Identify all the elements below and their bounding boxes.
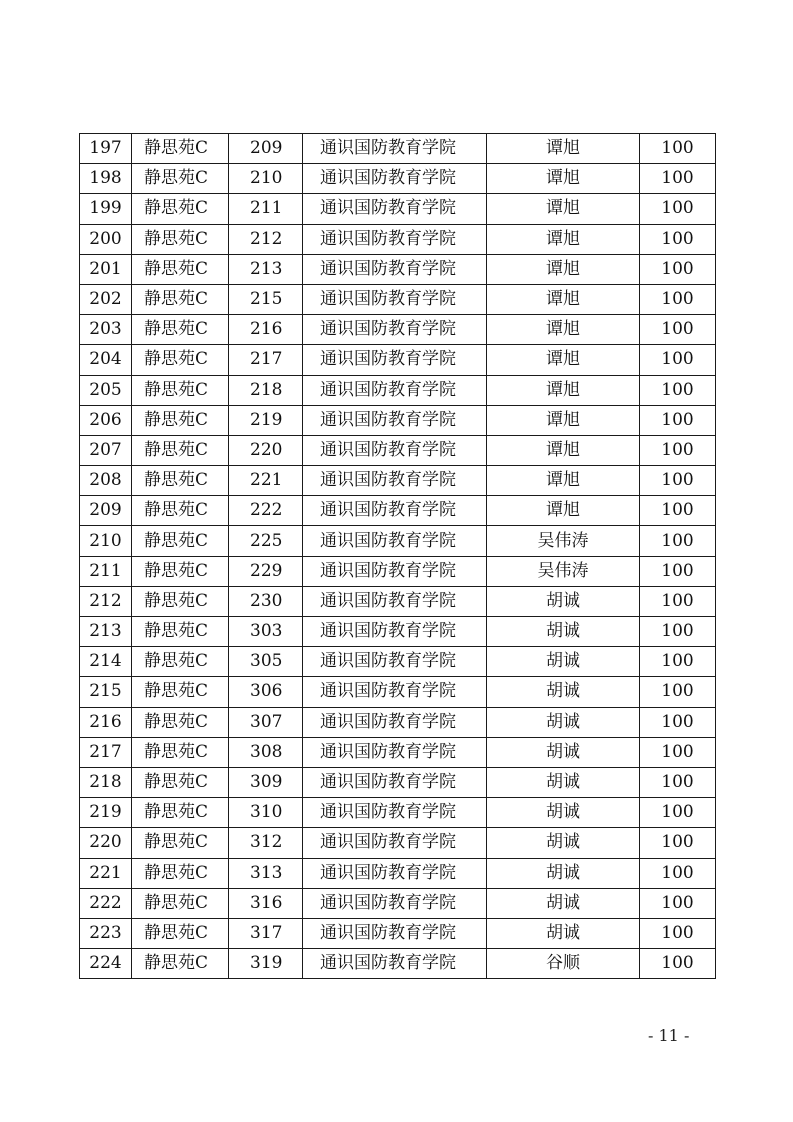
cell-counselor: 胡诚: [487, 798, 640, 828]
cell-building: 静思苑C: [132, 918, 229, 948]
cell-building: 静思苑C: [132, 224, 229, 254]
cell-room-number: 312: [229, 828, 303, 858]
cell-building: 静思苑C: [132, 164, 229, 194]
cell-row-index: 200: [80, 224, 132, 254]
cell-college: 通识国防教育学院: [303, 466, 487, 496]
cell-building: 静思苑C: [132, 647, 229, 677]
cell-room-number: 316: [229, 888, 303, 918]
cell-row-index: 214: [80, 647, 132, 677]
cell-score: 100: [640, 405, 716, 435]
cell-room-number: 212: [229, 224, 303, 254]
table-row: [80, 737, 716, 767]
cell-row-index: 215: [80, 677, 132, 707]
cell-row-index: 210: [80, 526, 132, 556]
cell-counselor: 谭旭: [487, 405, 640, 435]
cell-college: 通识国防教育学院: [303, 707, 487, 737]
cell-row-index: 209: [80, 496, 132, 526]
cell-college: 通识国防教育学院: [303, 828, 487, 858]
cell-row-index: 208: [80, 466, 132, 496]
cell-college: 通识国防教育学院: [303, 647, 487, 677]
cell-college: 通识国防教育学院: [303, 375, 487, 405]
cell-college: 通识国防教育学院: [303, 767, 487, 797]
cell-college: 通识国防教育学院: [303, 224, 487, 254]
cell-row-index: 197: [80, 134, 132, 164]
cell-building: 静思苑C: [132, 949, 229, 979]
cell-college: 通识国防教育学院: [303, 737, 487, 767]
cell-counselor: 胡诚: [487, 918, 640, 948]
cell-college: 通识国防教育学院: [303, 194, 487, 224]
table-row: [80, 164, 716, 194]
cell-college: 通识国防教育学院: [303, 164, 487, 194]
cell-score: 100: [640, 737, 716, 767]
cell-score: 100: [640, 435, 716, 465]
cell-room-number: 218: [229, 375, 303, 405]
cell-college: 通识国防教育学院: [303, 918, 487, 948]
cell-counselor: 谭旭: [487, 496, 640, 526]
cell-score: 100: [640, 647, 716, 677]
cell-counselor: 吴伟涛: [487, 526, 640, 556]
cell-building: 静思苑C: [132, 375, 229, 405]
cell-college: 通识国防教育学院: [303, 405, 487, 435]
cell-row-index: 222: [80, 888, 132, 918]
cell-score: 100: [640, 315, 716, 345]
cell-college: 通识国防教育学院: [303, 677, 487, 707]
cell-row-index: 224: [80, 949, 132, 979]
table-row: [80, 435, 716, 465]
cell-building: 静思苑C: [132, 526, 229, 556]
cell-building: 静思苑C: [132, 194, 229, 224]
cell-college: 通识国防教育学院: [303, 134, 487, 164]
cell-room-number: 313: [229, 858, 303, 888]
cell-counselor: 胡诚: [487, 677, 640, 707]
table-row: [80, 194, 716, 224]
page-number: - 11 -: [648, 1026, 690, 1045]
cell-college: 通识国防教育学院: [303, 586, 487, 616]
cell-score: 100: [640, 918, 716, 948]
cell-counselor: 谭旭: [487, 345, 640, 375]
cell-row-index: 216: [80, 707, 132, 737]
cell-college: 通识国防教育学院: [303, 617, 487, 647]
table-row: [80, 284, 716, 314]
cell-score: 100: [640, 828, 716, 858]
cell-row-index: 213: [80, 617, 132, 647]
cell-room-number: 211: [229, 194, 303, 224]
cell-room-number: 230: [229, 586, 303, 616]
cell-row-index: 206: [80, 405, 132, 435]
cell-score: 100: [640, 254, 716, 284]
cell-row-index: 211: [80, 556, 132, 586]
cell-row-index: 220: [80, 828, 132, 858]
cell-counselor: 胡诚: [487, 828, 640, 858]
cell-row-index: 207: [80, 435, 132, 465]
cell-score: 100: [640, 586, 716, 616]
table-body: [80, 134, 716, 979]
cell-score: 100: [640, 949, 716, 979]
cell-score: 100: [640, 617, 716, 647]
cell-row-index: 223: [80, 918, 132, 948]
table-row: [80, 798, 716, 828]
cell-building: 静思苑C: [132, 134, 229, 164]
cell-building: 静思苑C: [132, 828, 229, 858]
cell-row-index: 219: [80, 798, 132, 828]
cell-college: 通识国防教育学院: [303, 496, 487, 526]
cell-room-number: 219: [229, 405, 303, 435]
cell-score: 100: [640, 767, 716, 797]
table-row: [80, 375, 716, 405]
cell-room-number: 308: [229, 737, 303, 767]
table-row: [80, 526, 716, 556]
cell-room-number: 307: [229, 707, 303, 737]
table-row: [80, 405, 716, 435]
table-row: [80, 315, 716, 345]
cell-room-number: 222: [229, 496, 303, 526]
cell-room-number: 306: [229, 677, 303, 707]
cell-room-number: 210: [229, 164, 303, 194]
cell-building: 静思苑C: [132, 466, 229, 496]
cell-room-number: 213: [229, 254, 303, 284]
table-row: [80, 254, 716, 284]
cell-counselor: 谷顺: [487, 949, 640, 979]
cell-college: 通识国防教育学院: [303, 254, 487, 284]
cell-score: 100: [640, 526, 716, 556]
cell-room-number: 319: [229, 949, 303, 979]
cell-score: 100: [640, 164, 716, 194]
cell-college: 通识国防教育学院: [303, 556, 487, 586]
table-row: [80, 496, 716, 526]
cell-score: 100: [640, 556, 716, 586]
cell-counselor: 胡诚: [487, 767, 640, 797]
cell-score: 100: [640, 284, 716, 314]
cell-room-number: 317: [229, 918, 303, 948]
cell-building: 静思苑C: [132, 496, 229, 526]
cell-counselor: 胡诚: [487, 647, 640, 677]
cell-score: 100: [640, 194, 716, 224]
cell-counselor: 胡诚: [487, 617, 640, 647]
cell-college: 通识国防教育学院: [303, 949, 487, 979]
cell-college: 通识国防教育学院: [303, 798, 487, 828]
cell-counselor: 胡诚: [487, 707, 640, 737]
cell-counselor: 谭旭: [487, 466, 640, 496]
cell-row-index: 221: [80, 858, 132, 888]
cell-counselor: 谭旭: [487, 224, 640, 254]
cell-college: 通识国防教育学院: [303, 858, 487, 888]
table-row: [80, 586, 716, 616]
cell-building: 静思苑C: [132, 767, 229, 797]
cell-college: 通识国防教育学院: [303, 315, 487, 345]
cell-counselor: 谭旭: [487, 254, 640, 284]
cell-college: 通识国防教育学院: [303, 284, 487, 314]
cell-counselor: 谭旭: [487, 194, 640, 224]
cell-score: 100: [640, 496, 716, 526]
cell-room-number: 229: [229, 556, 303, 586]
cell-row-index: 218: [80, 767, 132, 797]
cell-row-index: 205: [80, 375, 132, 405]
table-row: [80, 767, 716, 797]
cell-building: 静思苑C: [132, 284, 229, 314]
cell-room-number: 221: [229, 466, 303, 496]
table-row: [80, 918, 716, 948]
cell-score: 100: [640, 677, 716, 707]
cell-room-number: 225: [229, 526, 303, 556]
cell-room-number: 220: [229, 435, 303, 465]
table-row: [80, 858, 716, 888]
cell-college: 通识国防教育学院: [303, 435, 487, 465]
cell-score: 100: [640, 466, 716, 496]
cell-counselor: 谭旭: [487, 134, 640, 164]
table-row: [80, 134, 716, 164]
cell-counselor: 谭旭: [487, 164, 640, 194]
cell-building: 静思苑C: [132, 435, 229, 465]
cell-row-index: 217: [80, 737, 132, 767]
cell-building: 静思苑C: [132, 707, 229, 737]
cell-score: 100: [640, 707, 716, 737]
cell-counselor: 谭旭: [487, 375, 640, 405]
cell-building: 静思苑C: [132, 345, 229, 375]
cell-room-number: 310: [229, 798, 303, 828]
cell-room-number: 216: [229, 315, 303, 345]
cell-building: 静思苑C: [132, 888, 229, 918]
cell-score: 100: [640, 375, 716, 405]
cell-score: 100: [640, 798, 716, 828]
cell-counselor: 胡诚: [487, 858, 640, 888]
cell-score: 100: [640, 888, 716, 918]
cell-score: 100: [640, 345, 716, 375]
cell-room-number: 209: [229, 134, 303, 164]
cell-building: 静思苑C: [132, 586, 229, 616]
table-row: [80, 224, 716, 254]
cell-building: 静思苑C: [132, 677, 229, 707]
table-row: [80, 345, 716, 375]
cell-college: 通识国防教育学院: [303, 888, 487, 918]
table-row: [80, 556, 716, 586]
cell-counselor: 胡诚: [487, 586, 640, 616]
cell-college: 通识国防教育学院: [303, 526, 487, 556]
cell-building: 静思苑C: [132, 315, 229, 345]
table-row: [80, 647, 716, 677]
cell-row-index: 199: [80, 194, 132, 224]
table-row: [80, 888, 716, 918]
cell-room-number: 217: [229, 345, 303, 375]
cell-room-number: 305: [229, 647, 303, 677]
cell-room-number: 309: [229, 767, 303, 797]
cell-counselor: 胡诚: [487, 888, 640, 918]
cell-building: 静思苑C: [132, 798, 229, 828]
table-row: [80, 677, 716, 707]
table-row: [80, 466, 716, 496]
cell-building: 静思苑C: [132, 737, 229, 767]
cell-row-index: 212: [80, 586, 132, 616]
cell-row-index: 202: [80, 284, 132, 314]
cell-counselor: 吴伟涛: [487, 556, 640, 586]
cell-building: 静思苑C: [132, 858, 229, 888]
cell-row-index: 198: [80, 164, 132, 194]
table-row: [80, 949, 716, 979]
cell-counselor: 胡诚: [487, 737, 640, 767]
cell-building: 静思苑C: [132, 556, 229, 586]
cell-counselor: 谭旭: [487, 284, 640, 314]
cell-building: 静思苑C: [132, 617, 229, 647]
cell-building: 静思苑C: [132, 254, 229, 284]
table-row: [80, 617, 716, 647]
cell-counselor: 谭旭: [487, 435, 640, 465]
cell-score: 100: [640, 134, 716, 164]
table-row: [80, 828, 716, 858]
cell-college: 通识国防教育学院: [303, 345, 487, 375]
cell-building: 静思苑C: [132, 405, 229, 435]
cell-room-number: 303: [229, 617, 303, 647]
cell-row-index: 203: [80, 315, 132, 345]
cell-score: 100: [640, 224, 716, 254]
cell-score: 100: [640, 858, 716, 888]
cell-room-number: 215: [229, 284, 303, 314]
cell-row-index: 201: [80, 254, 132, 284]
cell-counselor: 谭旭: [487, 315, 640, 345]
table-row: [80, 707, 716, 737]
dormitory-table: [79, 133, 716, 979]
cell-row-index: 204: [80, 345, 132, 375]
